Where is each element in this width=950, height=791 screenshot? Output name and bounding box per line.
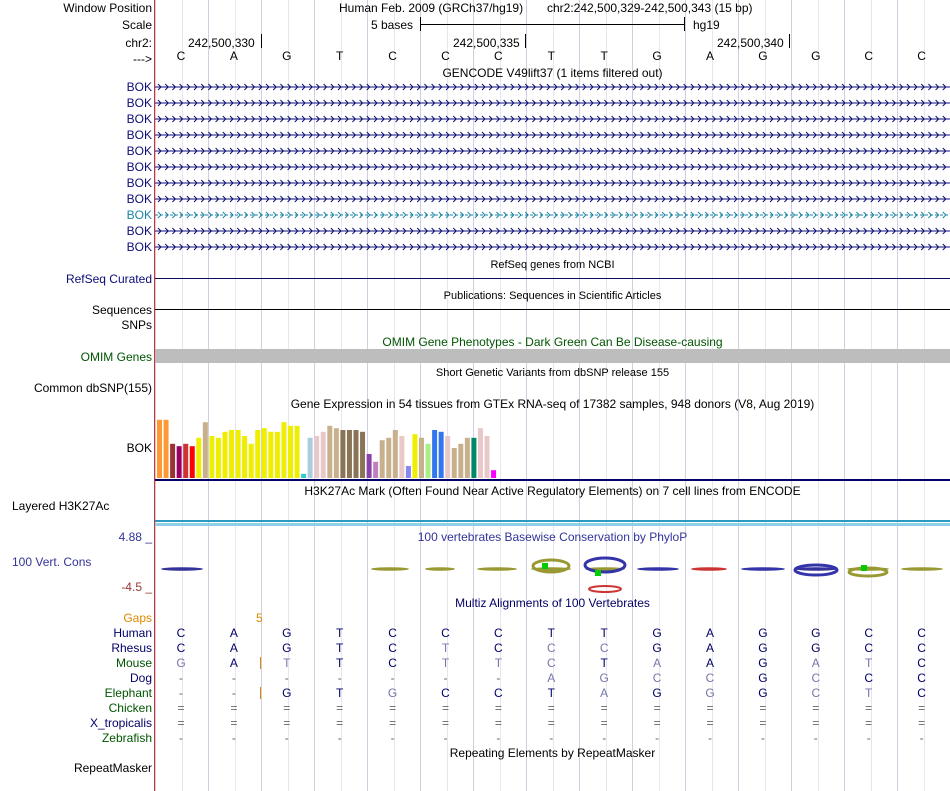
scale-text: 5 bases [371,18,414,32]
base-letter: T [547,49,555,63]
alignment-base: - [179,731,183,745]
refseq-label[interactable]: RefSeq Curated [65,272,152,286]
gtex-tissue-bar [491,470,496,478]
gencode-transcript-label[interactable]: BOK [126,144,152,158]
assembly-text: Human Feb. 2009 (GRCh37/hg19) [339,1,524,15]
sequences-label[interactable]: Sequences [91,303,152,317]
alignment-base: T [336,686,344,700]
omim-title: OMIM Gene Phenotypes - Dark Green Can Be Disease-causing [382,335,723,349]
alignment-base: - [179,671,183,685]
position-text: chr2:242,500,329-242,500,343 (15 bp) [547,1,753,15]
alignment-base: - [284,731,289,745]
gtex-tissue-bar [347,430,352,478]
gtex-tissue-bar [281,422,286,478]
species-label[interactable]: Elephant [104,686,152,700]
alignment-base: - [231,686,236,700]
gtex-tissue-bar [314,436,319,478]
gencode-transcript-line[interactable] [155,98,950,108]
alignment-base: G [652,641,662,655]
phylop-base-mark [691,567,727,571]
alignment-base: = [389,716,397,730]
gtex-label[interactable]: BOK [126,441,152,455]
snps-label[interactable]: SNPs [121,318,152,332]
alignment-base: G [811,641,821,655]
omim-label[interactable]: OMIM Genes [80,350,152,364]
gtex-tissue-bar [268,432,273,478]
alignment-base: C [388,641,397,655]
alignment-base: C [494,686,503,700]
alignment-base: - [919,731,924,745]
alignment-base: A [811,656,820,670]
alignment-base: = [494,716,502,730]
gtex-tissue-bar [399,436,404,478]
alignment-base: G [758,641,768,655]
alignment-base: = [600,716,608,730]
species-label[interactable]: Zebrafish [101,731,152,745]
gtex-tissue-bar [164,420,169,478]
alignment-base: C [864,626,874,640]
gtex-tissue-bar [177,446,182,478]
phylop-negative-glyph [589,586,621,592]
base-letter: C [494,49,503,63]
phylop-t-glyph [595,570,601,576]
base-letter: C [441,49,450,63]
alignment-base: C [917,671,926,685]
alignment-base: T [600,656,608,670]
base-letter: C [864,49,874,63]
alignment-base: G [705,686,715,700]
alignment-base: C [652,671,662,685]
phylop-base-mark [161,567,203,571]
alignment-base: - [179,686,183,700]
gencode-transcript-line[interactable] [155,146,950,156]
gtex-tissue-bar [203,422,208,478]
phylop-logo[interactable] [155,556,950,596]
phylop-base-mark [371,567,409,571]
alignment-base: - [602,731,607,745]
alignment-base: - [708,731,712,745]
coord-label-1: 242,500,330 [188,36,255,50]
repeatmasker-label[interactable]: RepeatMasker [73,761,152,775]
refseq-gene-line[interactable] [155,278,950,279]
species-label[interactable]: Rhesus [111,641,152,655]
alignment-base: A [653,656,662,670]
gtex-tissue-bar [445,436,450,478]
alignment-base: C [917,641,926,655]
alignment-base: - [655,731,660,745]
gtex-tissue-bar [478,428,483,478]
window-position-label: Window Position [63,1,152,15]
alignment-base: = [706,716,714,730]
phylop-base-glyph [849,568,887,576]
scale-db: hg19 [693,18,720,32]
gaps-label: Gaps [123,611,152,625]
alignment-base: T [600,626,608,640]
gtex-tissue-bar [295,426,300,478]
alignment-base: - [443,731,448,745]
alignment-base: = [759,716,767,730]
alignment-base: - [337,731,342,745]
alignment-base: = [389,701,397,715]
alignment-base: = [177,701,185,715]
alignment-base: - [231,671,236,685]
dbsnp-title: Short Genetic Variants from dbSNP release 155 [435,367,670,379]
scale-bar-tick-right [684,17,685,31]
gtex-tissue-bar [236,430,241,478]
base-letter: C [917,49,926,63]
alignment-base: C [176,626,186,640]
alignment-base: T [547,686,555,700]
refseq-title: RefSeq genes from NCBI [490,259,615,271]
gtex-tissue-bar [432,430,437,478]
gtex-tissue-bar [157,420,162,478]
alignment-base: C [705,671,715,685]
h3k27ac-title: H3K27Ac Mark (Often Found Near Active Regulatory Elements) on 7 cell lines from ENCODE [304,484,801,498]
alignment-base: = [759,701,767,715]
alignment-base: = [336,716,344,730]
gencode-transcript-line[interactable] [155,226,950,236]
gtex-tissue-bar [458,444,463,478]
alignment-base: G [176,656,186,670]
gtex-tissue-bar [229,430,234,478]
alignment-base: T [336,626,344,640]
alignment-base: - [390,671,395,685]
species-label[interactable]: Mouse [115,656,152,670]
alignment-base: A [229,626,238,640]
gtex-tissue-bar [426,444,431,478]
alignment-base: = [230,716,238,730]
alignment-base: = [283,716,291,730]
alignment-base: C [494,626,503,640]
gencode-transcript-label[interactable]: BOK [126,224,152,238]
scale-bar-tick-left [420,17,421,31]
alignment-base: = [918,701,926,715]
alignment-base: = [653,716,661,730]
gtex-tissue-bar [386,438,391,478]
alignment-base: - [443,671,448,685]
alignment-base: C [546,656,556,670]
alignment-base: C [546,641,556,655]
alignment-base: G [599,671,609,685]
alignment-base: T [494,656,503,670]
gtex-tissue-bar [419,438,424,478]
base-letter: G [652,49,662,63]
alignment-base: G [387,686,398,700]
phylop-base-mark [425,567,455,571]
dbsnp-label[interactable]: Common dbSNP(155) [33,381,152,395]
publications-title: Publications: Sequences in Scientific Articles [443,290,662,302]
alignment-base: = [865,716,873,730]
gtex-tissue-bar [412,434,417,478]
base-letter: T [600,49,608,63]
base-letter: C [176,49,186,63]
alignment-base: A [229,641,238,655]
alignment-base: C [917,686,926,700]
alignment-base: = [918,716,926,730]
alignment-base: = [441,701,449,715]
alignment-base: - [337,671,342,685]
gencode-transcript-line[interactable] [155,130,950,140]
alignment-base: G [758,686,768,700]
alignment-base: A [229,656,238,670]
phylop-label[interactable]: 100 Vert. Cons [12,555,92,569]
alignment-base: - [813,731,818,745]
gtex-tissue-bar [190,446,195,478]
gap-count: 5 [256,611,263,625]
base-letter: A [705,49,714,63]
gtex-tissue-bar [465,438,470,478]
alignment-base: T [336,641,344,655]
alignment-base: A [705,626,714,640]
alignment-base: C [811,686,821,700]
alignment-base: - [496,671,501,685]
gtex-tissue-bar [308,438,313,478]
alignment-base: C [599,641,609,655]
alignment-base: G [652,686,662,700]
gencode-title: GENCODE V49lift37 (1 items filtered out) [442,66,663,80]
gencode-transcript-label[interactable]: BOK [126,96,152,110]
alignment-base: T [865,686,873,700]
alignment-base: = [230,701,238,715]
h3k27ac-label[interactable]: Layered H3K27Ac [12,499,110,513]
alignment-base: A [547,671,556,685]
alignment-base: = [547,716,555,730]
h3k27ac-signal-bottom [155,523,950,526]
gtex-tissue-bar [321,432,326,478]
alignment-base: = [494,701,502,715]
alignment-base: C [917,656,926,670]
gencode-transcript-label[interactable]: BOK [126,80,152,94]
base-letter: C [388,49,397,63]
phylop-min: -4.5 _ [121,580,152,594]
alignment-base: C [441,686,450,700]
alignment-base: - [284,671,289,685]
alignment-base: - [549,731,554,745]
gtex-tissue-bar [373,462,378,478]
publications-line[interactable] [155,309,950,310]
gencode-transcript-line[interactable] [155,178,950,188]
gtex-tissue-bar [249,444,254,478]
scale-bar [420,24,684,25]
phylop-base-mark [477,567,517,571]
phylop-t-glyph [542,563,548,569]
alignment-base: = [706,701,714,715]
alignment-base: C [388,626,397,640]
alignment-base: C [917,626,926,640]
gtex-tissue-bar [170,444,175,478]
base-letter: A [229,49,238,63]
gtex-tissue-bar [196,438,201,478]
alignment-base: T [336,656,344,670]
alignment-base: = [336,701,344,715]
gencode-transcript-label[interactable]: BOK [126,192,152,206]
alignment-base: = [547,701,555,715]
alignment-base: - [496,731,501,745]
base-letter: G [758,49,768,63]
alignment-base: C [388,656,397,670]
gencode-transcript-line[interactable] [155,162,950,172]
alignment-base: = [177,716,185,730]
gtex-tissue-bar [485,436,490,478]
alignment-base: = [441,716,449,730]
insertion-marker [260,687,261,699]
phylop-max: 4.88 _ [118,530,152,544]
alignment-base: T [865,656,873,670]
gencode-transcript-line[interactable] [155,194,950,204]
alignment-base: = [653,701,661,715]
track-area[interactable] [155,0,950,791]
gtex-tissue-bar [439,432,444,478]
alignment-base: - [390,731,395,745]
alignment-base: - [760,731,765,745]
alignment-base: = [812,701,820,715]
gtex-tissue-bar [301,474,306,478]
gtex-tissue-bar [288,426,293,478]
gtex-tissue-bar [360,432,365,478]
alignment-base: C [811,671,821,685]
base-letter: T [336,49,344,63]
alignment-base: G [758,656,768,670]
alignment-base: G [282,626,292,640]
coord-label-3: 242,500,340 [717,36,784,50]
repeatmasker-title: Repeating Elements by RepeatMasker [449,746,656,760]
gtex-tissue-bar [452,448,457,478]
gencode-transcript-line[interactable] [155,82,950,92]
coord-label-2: 242,500,335 [453,36,520,50]
gencode-transcript-label[interactable]: BOK [126,112,152,126]
alignment-base: = [600,701,608,715]
gtex-tissue-bar [216,438,221,478]
alignment-base: C [864,671,874,685]
gencode-transcript-label[interactable]: BOK [126,208,152,222]
gtex-tissue-bar [380,440,385,478]
gtex-tissue-bar [275,432,280,478]
species-label[interactable]: Chicken [108,701,152,715]
alignment-base: G [652,626,662,640]
gtex-tissue-bar [183,444,188,478]
gencode-transcript-label[interactable]: BOK [126,240,152,254]
gtex-tissue-bar [209,436,214,478]
species-label[interactable]: X_tropicalis [89,716,152,730]
base-letter: G [811,49,821,63]
alignment-base: A [705,641,714,655]
insertion-marker [260,657,261,669]
alignment-base: G [758,671,768,685]
alignment-base: C [864,641,874,655]
alignment-base: = [865,701,873,715]
alignment-base: A [600,686,609,700]
alignment-base: - [866,731,871,745]
coord-tick-1 [261,34,262,48]
gencode-transcript-line[interactable] [155,242,950,252]
phylop-title: 100 vertebrates Basewise Conservation by PhyloP [417,530,688,544]
coord-tick-3 [789,34,790,48]
phylop-base-mark [901,567,943,571]
gtex-tissue-bar [340,430,345,478]
gtex-tissue-bar [262,428,267,478]
omim-gene-bar[interactable] [155,349,950,363]
phylop-t-glyph [861,565,867,571]
alignment-base: G [811,626,821,640]
gencode-transcript-label[interactable]: BOK [126,176,152,190]
gtex-tissue-bar [367,454,372,478]
gencode-transcript-line[interactable] [155,114,950,124]
alignment-base: - [231,731,236,745]
alignment-base: T [547,626,555,640]
alignment-base: C [494,641,503,655]
gtex-tissue-bar [471,438,476,478]
alignment-base: T [283,656,291,670]
strand-label: ---> [133,52,152,66]
gencode-transcript-line[interactable] [155,210,950,220]
alignment-base: C [176,641,186,655]
phylop-base-mark [741,567,785,571]
gtex-title: Gene Expression in 54 tissues from GTEx RNA-seq of 17382 samples, 948 donors (V8, Aug 2019) [290,397,815,411]
h3k27ac-signal-top [155,520,950,522]
gtex-bar-chart[interactable] [155,411,950,483]
alignment-base: G [282,641,292,655]
alignment-base: = [283,701,291,715]
scale-label: Scale [121,18,152,32]
gtex-tissue-bar [242,436,247,478]
gtex-tissue-bar [223,432,228,478]
alignment-base: T [441,641,450,655]
gtex-tissue-bar [393,430,398,478]
alignment-base: G [758,626,768,640]
gencode-transcript-label[interactable]: BOK [126,160,152,174]
gtex-tissue-bar [334,428,339,478]
alignment-base: G [282,686,292,700]
chrom-label: chr2: [125,36,152,50]
alignment-base: C [441,626,450,640]
species-label[interactable]: Dog [129,671,152,685]
gtex-tissue-bar [406,466,411,478]
species-label[interactable]: Human [113,626,152,640]
base-letter: G [282,49,292,63]
phylop-base-mark [637,567,679,571]
gencode-transcript-label[interactable]: BOK [126,128,152,142]
gtex-tissue-bar [327,426,332,478]
multiz-title: Multiz Alignments of 100 Vertebrates [455,596,650,610]
alignment-base: A [705,656,714,670]
gtex-tissue-bar [255,430,260,478]
alignment-base: T [441,656,450,670]
alignment-base: = [812,716,820,730]
coord-tick-2 [525,34,526,48]
gtex-tissue-bar [354,430,359,478]
